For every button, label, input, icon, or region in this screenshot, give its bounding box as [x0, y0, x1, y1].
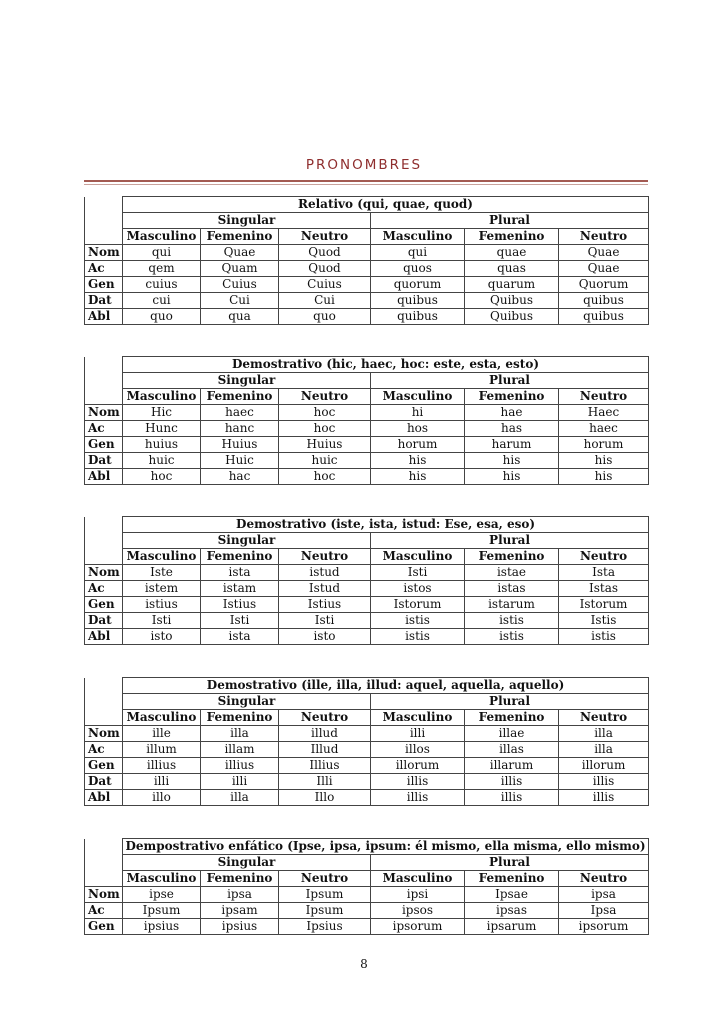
form-cell: quarum	[465, 277, 559, 293]
gender-header-row	[85, 549, 649, 565]
singular-header: Singular	[123, 694, 371, 710]
gender-header: Masculino	[371, 229, 465, 245]
form-cell: Huius	[201, 437, 279, 453]
table-title-row	[85, 197, 649, 213]
table-title-row	[85, 839, 649, 855]
form-cell: quibus	[559, 293, 649, 309]
title-underline	[84, 180, 648, 182]
gender-header-row	[85, 710, 649, 726]
case-label: Nom	[85, 565, 123, 581]
form-cell: Cuius	[279, 277, 371, 293]
case-label: Dat	[85, 613, 123, 629]
gender-header: Neutro	[279, 549, 371, 565]
number-header-row	[85, 533, 649, 549]
empty-corner-cell	[85, 197, 123, 213]
form-cell: illorum	[371, 758, 465, 774]
table-row	[85, 309, 649, 325]
form-cell: haec	[559, 421, 649, 437]
table-row	[85, 597, 649, 613]
case-label: Gen	[85, 597, 123, 613]
form-cell: illa	[201, 790, 279, 806]
form-cell: ipsorum	[371, 919, 465, 935]
singular-header: Singular	[123, 533, 371, 549]
form-cell: Hunc	[123, 421, 201, 437]
table-row	[85, 453, 649, 469]
table-title-row	[85, 517, 649, 533]
declension-table	[84, 196, 649, 325]
form-cell: Haec	[559, 405, 649, 421]
gender-header: Masculino	[371, 549, 465, 565]
gender-header: Neutro	[559, 389, 649, 405]
table-row	[85, 261, 649, 277]
form-cell: istarum	[465, 597, 559, 613]
form-cell: Illius	[279, 758, 371, 774]
form-cell: Ipsum	[279, 887, 371, 903]
table-row	[85, 277, 649, 293]
case-label: Ac	[85, 581, 123, 597]
table-row	[85, 421, 649, 437]
table-row	[85, 293, 649, 309]
case-label: Gen	[85, 758, 123, 774]
case-label: Ac	[85, 421, 123, 437]
empty-corner-cell	[85, 839, 123, 855]
form-cell: Iste	[123, 565, 201, 581]
singular-header: Singular	[123, 855, 371, 871]
form-cell: his	[371, 469, 465, 485]
form-cell: Cui	[201, 293, 279, 309]
form-cell: harum	[465, 437, 559, 453]
gender-header: Neutro	[279, 710, 371, 726]
form-cell: ista	[201, 565, 279, 581]
form-cell: Istius	[201, 597, 279, 613]
form-cell: Illi	[279, 774, 371, 790]
form-cell: quorum	[371, 277, 465, 293]
table-row	[85, 903, 649, 919]
gender-header: Masculino	[123, 389, 201, 405]
form-cell: istae	[465, 565, 559, 581]
form-cell: horum	[559, 437, 649, 453]
form-cell: istis	[465, 613, 559, 629]
form-cell: ipsius	[123, 919, 201, 935]
form-cell: hoc	[123, 469, 201, 485]
form-cell: ipsorum	[559, 919, 649, 935]
form-cell: illis	[465, 790, 559, 806]
form-cell: Ipsum	[279, 903, 371, 919]
page-title: PRONOMBRES	[305, 157, 423, 173]
form-cell: his	[465, 453, 559, 469]
form-cell: qui	[371, 245, 465, 261]
form-cell: istos	[371, 581, 465, 597]
empty-corner-cell	[85, 213, 123, 229]
form-cell: illi	[123, 774, 201, 790]
plural-header: Plural	[371, 373, 649, 389]
form-cell: Istas	[559, 581, 649, 597]
form-cell: qem	[123, 261, 201, 277]
case-label: Abl	[85, 309, 123, 325]
form-cell: Huic	[201, 453, 279, 469]
gender-header: Femenino	[201, 871, 279, 887]
empty-corner-cell	[85, 373, 123, 389]
empty-corner-cell	[85, 389, 123, 405]
gender-header: Neutro	[559, 549, 649, 565]
table-row	[85, 919, 649, 935]
form-cell: Ipsae	[465, 887, 559, 903]
gender-header: Neutro	[279, 389, 371, 405]
form-cell: Isti	[279, 613, 371, 629]
form-cell: Isti	[201, 613, 279, 629]
form-cell: ipsas	[465, 903, 559, 919]
singular-header: Singular	[123, 213, 371, 229]
form-cell: ista	[201, 629, 279, 645]
form-cell: Quam	[201, 261, 279, 277]
form-cell: illis	[371, 774, 465, 790]
form-cell: ipsius	[201, 919, 279, 935]
case-label: Nom	[85, 405, 123, 421]
table-title-row	[85, 678, 649, 694]
form-cell: his	[465, 469, 559, 485]
number-header-row	[85, 694, 649, 710]
form-cell: istis	[371, 629, 465, 645]
form-cell: Huius	[279, 437, 371, 453]
form-cell: quae	[465, 245, 559, 261]
form-cell: ipsam	[201, 903, 279, 919]
gender-header: Femenino	[465, 871, 559, 887]
case-label: Dat	[85, 293, 123, 309]
form-cell: quo	[123, 309, 201, 325]
gender-header: Masculino	[371, 871, 465, 887]
form-cell: illa	[201, 726, 279, 742]
form-cell: Istud	[279, 581, 371, 597]
gender-header: Neutro	[279, 229, 371, 245]
form-cell: hae	[465, 405, 559, 421]
gender-header-row	[85, 871, 649, 887]
form-cell: illius	[123, 758, 201, 774]
form-cell: isto	[279, 629, 371, 645]
form-cell: has	[465, 421, 559, 437]
form-cell: ipse	[123, 887, 201, 903]
table-row	[85, 774, 649, 790]
form-cell: his	[371, 453, 465, 469]
table-row	[85, 790, 649, 806]
form-cell: Quae	[559, 245, 649, 261]
form-cell: Istis	[559, 613, 649, 629]
gender-header: Femenino	[201, 389, 279, 405]
form-cell: Quorum	[559, 277, 649, 293]
empty-corner-cell	[85, 855, 123, 871]
form-cell: istem	[123, 581, 201, 597]
form-cell: cui	[123, 293, 201, 309]
form-cell: istis	[559, 629, 649, 645]
form-cell: quas	[465, 261, 559, 277]
case-label: Nom	[85, 726, 123, 742]
case-label: Abl	[85, 629, 123, 645]
table-title: Demostrativo (ille, illa, illud: aquel, aquella, aquello)	[123, 678, 649, 694]
table-row	[85, 437, 649, 453]
declension-table	[84, 838, 649, 935]
form-cell: illud	[279, 726, 371, 742]
empty-corner-cell	[85, 694, 123, 710]
table-row	[85, 405, 649, 421]
form-cell: Ipsius	[279, 919, 371, 935]
form-cell: illis	[371, 790, 465, 806]
form-cell: quibus	[371, 309, 465, 325]
gender-header: Masculino	[371, 389, 465, 405]
form-cell: ipsa	[201, 887, 279, 903]
form-cell: hi	[371, 405, 465, 421]
form-cell: illos	[371, 742, 465, 758]
empty-corner-cell	[85, 678, 123, 694]
declension-table	[84, 677, 649, 806]
empty-corner-cell	[85, 229, 123, 245]
form-cell: istam	[201, 581, 279, 597]
form-cell: illis	[559, 790, 649, 806]
form-cell: quo	[279, 309, 371, 325]
declension-table	[84, 356, 649, 485]
form-cell: Quibus	[465, 309, 559, 325]
form-cell: quos	[371, 261, 465, 277]
form-cell: Illo	[279, 790, 371, 806]
case-label: Ac	[85, 903, 123, 919]
form-cell: istius	[123, 597, 201, 613]
form-cell: ipsos	[371, 903, 465, 919]
table-title: Demostrativo (hic, haec, hoc: este, esta, esto)	[123, 357, 649, 373]
form-cell: quibus	[371, 293, 465, 309]
gender-header-row	[85, 229, 649, 245]
form-cell: hos	[371, 421, 465, 437]
table-row	[85, 613, 649, 629]
form-cell: Cuius	[201, 277, 279, 293]
empty-corner-cell	[85, 517, 123, 533]
form-cell: istud	[279, 565, 371, 581]
table-row	[85, 758, 649, 774]
gender-header: Neutro	[559, 229, 649, 245]
form-cell: Isti	[123, 613, 201, 629]
form-cell: Istorum	[371, 597, 465, 613]
form-cell: illam	[201, 742, 279, 758]
gender-header: Femenino	[465, 549, 559, 565]
table-row	[85, 245, 649, 261]
table-title: Dempostrativo enfático (Ipse, ipsa, ipsum: él mismo, ella misma, ello mismo)	[123, 839, 649, 855]
table-row	[85, 726, 649, 742]
form-cell: Quae	[559, 261, 649, 277]
title-underline-thin	[84, 184, 648, 185]
table-row	[85, 469, 649, 485]
form-cell: Illud	[279, 742, 371, 758]
form-cell: quibus	[559, 309, 649, 325]
form-cell: cuius	[123, 277, 201, 293]
case-label: Ac	[85, 742, 123, 758]
form-cell: huic	[123, 453, 201, 469]
form-cell: isto	[123, 629, 201, 645]
form-cell: Cui	[279, 293, 371, 309]
form-cell: horum	[371, 437, 465, 453]
number-header-row	[85, 373, 649, 389]
form-cell: istis	[465, 629, 559, 645]
table-row	[85, 565, 649, 581]
plural-header: Plural	[371, 694, 649, 710]
form-cell: his	[559, 453, 649, 469]
case-label: Ac	[85, 261, 123, 277]
form-cell: huius	[123, 437, 201, 453]
form-cell: illorum	[559, 758, 649, 774]
declension-table	[84, 516, 649, 645]
gender-header: Neutro	[559, 710, 649, 726]
gender-header: Neutro	[279, 871, 371, 887]
form-cell: illo	[123, 790, 201, 806]
form-cell: Quibus	[465, 293, 559, 309]
plural-header: Plural	[371, 855, 649, 871]
empty-corner-cell	[85, 549, 123, 565]
case-label: Gen	[85, 277, 123, 293]
case-label: Dat	[85, 774, 123, 790]
case-label: Nom	[85, 887, 123, 903]
gender-header: Neutro	[559, 871, 649, 887]
gender-header: Masculino	[123, 710, 201, 726]
form-cell: Istius	[279, 597, 371, 613]
form-cell: ipsarum	[465, 919, 559, 935]
table-title: Demostrativo (iste, ista, istud: Ese, esa, eso)	[123, 517, 649, 533]
table-row	[85, 581, 649, 597]
form-cell: Ipsa	[559, 903, 649, 919]
empty-corner-cell	[85, 533, 123, 549]
form-cell: illarum	[465, 758, 559, 774]
case-label: Abl	[85, 790, 123, 806]
form-cell: Quod	[279, 261, 371, 277]
page-number: 8	[360, 957, 368, 971]
case-label: Gen	[85, 437, 123, 453]
empty-corner-cell	[85, 710, 123, 726]
form-cell: Ipsum	[123, 903, 201, 919]
form-cell: qua	[201, 309, 279, 325]
empty-corner-cell	[85, 871, 123, 887]
form-cell: illas	[465, 742, 559, 758]
form-cell: illa	[559, 726, 649, 742]
form-cell: hac	[201, 469, 279, 485]
form-cell: qui	[123, 245, 201, 261]
form-cell: illi	[201, 774, 279, 790]
form-cell: illa	[559, 742, 649, 758]
form-cell: istis	[371, 613, 465, 629]
gender-header: Masculino	[123, 871, 201, 887]
table-row	[85, 887, 649, 903]
number-header-row	[85, 855, 649, 871]
form-cell: illis	[465, 774, 559, 790]
plural-header: Plural	[371, 533, 649, 549]
form-cell: ipsa	[559, 887, 649, 903]
form-cell: huic	[279, 453, 371, 469]
table-title: Relativo (qui, quae, quod)	[123, 197, 649, 213]
gender-header: Masculino	[123, 229, 201, 245]
table-row	[85, 629, 649, 645]
form-cell: illis	[559, 774, 649, 790]
form-cell: haec	[201, 405, 279, 421]
case-label: Gen	[85, 919, 123, 935]
gender-header: Masculino	[371, 710, 465, 726]
gender-header: Femenino	[201, 549, 279, 565]
number-header-row	[85, 213, 649, 229]
form-cell: ipsi	[371, 887, 465, 903]
form-cell: illum	[123, 742, 201, 758]
form-cell: illius	[201, 758, 279, 774]
form-cell: istas	[465, 581, 559, 597]
form-cell: Hic	[123, 405, 201, 421]
table-row	[85, 742, 649, 758]
form-cell: hoc	[279, 469, 371, 485]
form-cell: illae	[465, 726, 559, 742]
gender-header: Femenino	[201, 710, 279, 726]
gender-header: Femenino	[201, 229, 279, 245]
plural-header: Plural	[371, 213, 649, 229]
gender-header: Masculino	[123, 549, 201, 565]
form-cell: hanc	[201, 421, 279, 437]
form-cell: Quod	[279, 245, 371, 261]
empty-corner-cell	[85, 357, 123, 373]
gender-header-row	[85, 389, 649, 405]
form-cell: Quae	[201, 245, 279, 261]
form-cell: Ista	[559, 565, 649, 581]
form-cell: hoc	[279, 421, 371, 437]
form-cell: illi	[371, 726, 465, 742]
form-cell: hoc	[279, 405, 371, 421]
form-cell: Isti	[371, 565, 465, 581]
form-cell: Istorum	[559, 597, 649, 613]
gender-header: Femenino	[465, 710, 559, 726]
case-label: Nom	[85, 245, 123, 261]
case-label: Dat	[85, 453, 123, 469]
gender-header: Femenino	[465, 229, 559, 245]
singular-header: Singular	[123, 373, 371, 389]
form-cell: his	[559, 469, 649, 485]
gender-header: Femenino	[465, 389, 559, 405]
form-cell: ille	[123, 726, 201, 742]
case-label: Abl	[85, 469, 123, 485]
table-title-row	[85, 357, 649, 373]
